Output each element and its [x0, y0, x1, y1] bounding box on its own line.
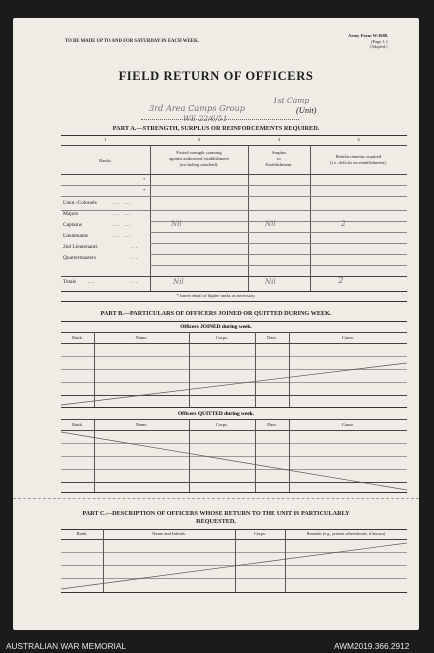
- part-a-heading: PART A.—STRENGTH, SURPLUS OR REINFORCEMENTS REQUIRED.: [112, 125, 320, 132]
- form-adopted: (Adopted.): [370, 44, 388, 49]
- joined-col-name: Name.: [135, 335, 148, 340]
- leader-dots: ... ...: [113, 211, 132, 217]
- quitted-section-end: [61, 492, 407, 493]
- reinf-header-1: Reinforcements required: [335, 154, 382, 159]
- joined-header-top-rule: [61, 332, 407, 333]
- form-sheet: [13, 18, 419, 630]
- leader-dots: ... ...: [113, 222, 132, 228]
- header-rule: [61, 174, 407, 175]
- rank-label-lt-col: Lieut.-Colonels: [63, 200, 97, 206]
- captains-reinforcements-entry: 2: [341, 219, 346, 228]
- totals-reinforcements-entry: 2: [338, 276, 344, 286]
- ranks-header: Ranks.: [99, 158, 112, 163]
- joined-col-rank: Rank.: [72, 335, 83, 340]
- joined-col-cause: Cause.: [341, 335, 355, 340]
- quitted-cancel-strike: [61, 430, 407, 492]
- row-rule: [150, 243, 407, 244]
- col-number-3: 3: [277, 137, 281, 142]
- totals-label: Totals: [63, 279, 77, 285]
- joined-title: Officers JOINED during week.: [180, 324, 252, 330]
- leader-dots: ...: [88, 279, 96, 285]
- part-a-rule-bottom: [61, 291, 407, 292]
- footer-credit: AUSTRALIAN WAR MEMORIAL: [6, 641, 127, 651]
- row-rule: [150, 265, 407, 266]
- header-instruction: TO BE MADE UP TO AND FOR SATURDAY IN EACH WEEK.: [65, 39, 199, 44]
- part-c-rule-top: [61, 529, 407, 530]
- form-number: Army Form W.3008.: [348, 33, 389, 38]
- totals-posted-entry: Nil: [173, 278, 184, 286]
- quitted-col-corps: Corps.: [215, 422, 229, 427]
- row-asterisk: *: [143, 177, 146, 182]
- quitted-col-rank: Rank.: [72, 422, 83, 427]
- posted-header-2: against authorised establishment: [169, 156, 229, 161]
- quitted-header-top-rule: [61, 419, 407, 420]
- col-number-rule: [61, 145, 407, 146]
- page-title: FIELD RETURN OF OFFICERS: [118, 69, 314, 83]
- part-b-heading: PART B.—PARTICULARS OF OFFICERS JOINED OR QUITTED DURING WEEK.: [100, 310, 332, 317]
- quitted-col-name: Name.: [135, 422, 148, 427]
- posted-header-3: (excluding attached).: [179, 162, 219, 167]
- form-page: (Page 1.): [371, 39, 388, 44]
- leader-dots: ... ...: [113, 200, 132, 206]
- part-c-rule-bottom: [61, 592, 407, 593]
- row-rule: [150, 221, 407, 222]
- col-number-1: 1: [104, 137, 107, 142]
- part-a-rule-top: [61, 135, 407, 136]
- totals-surplus-entry: Nil: [265, 278, 276, 286]
- captains-surplus-entry: Nil: [265, 220, 276, 228]
- unit-handwriting-1b: 1st Camp: [273, 96, 310, 105]
- reinf-header-2: (i.e. deficits on establishment).: [330, 160, 387, 165]
- part-a-footnote: * Insert detail of higher ranks as necessary.: [176, 293, 256, 298]
- rank-label-majors: Majors: [63, 211, 79, 217]
- unit-label: (Unit): [296, 106, 317, 115]
- joined-section-end: [61, 407, 407, 408]
- part-c-cancel-strike: [61, 539, 407, 592]
- part-c-heading-line-2: REQUESTED,: [196, 518, 236, 525]
- part-c-col-corps: Corps.: [253, 531, 267, 536]
- joined-col-date: Date.: [267, 335, 277, 340]
- surplus-header-1: Surplus: [271, 150, 287, 155]
- joined-cancel-strike: [61, 343, 407, 407]
- leader-dots: ...: [131, 255, 139, 261]
- posted-header-1: Posted strength counting: [176, 150, 222, 155]
- leader-dots: ... ...: [113, 233, 132, 239]
- row-rule: [61, 196, 407, 197]
- unit-handwriting-1: 3rd Area Camps Group: [149, 103, 245, 113]
- perforation-line: [13, 498, 419, 499]
- part-a-vline-2: [248, 145, 249, 291]
- joined-col-corps: Corps.: [215, 335, 229, 340]
- quitted-col-cause: Cause.: [341, 422, 355, 427]
- quitted-title: Officers QUITTED during week.: [177, 411, 255, 417]
- part-c-col-rank: Rank.: [76, 531, 88, 536]
- rank-label-lieutenants: Lieutenants: [63, 233, 89, 239]
- part-c-col-remarks: Remarks (e.g., present whereabouts, if known): [306, 531, 386, 536]
- unit-handwriting-2: WE 22/6/51: [183, 114, 228, 123]
- surplus-header-3: Establishment.: [265, 162, 293, 167]
- rank-label-quartermasters: Quartermasters: [63, 255, 96, 261]
- captains-posted-entry: Nil: [171, 220, 182, 228]
- quitted-col-date: Date.: [267, 422, 277, 427]
- row-asterisk: *: [143, 188, 146, 193]
- rank-label-captains: Captains: [63, 222, 82, 228]
- surplus-header-2: to: [277, 156, 281, 161]
- col-number-2: 2: [197, 137, 201, 142]
- part-a-footnote-rule: [61, 301, 407, 302]
- leader-dots: ...: [131, 244, 139, 250]
- part-a-vline-1: [150, 145, 151, 291]
- row-rule: [150, 232, 407, 233]
- footer-accession-number: AWM2019.366.2912: [334, 641, 410, 651]
- leader-dots: ...: [131, 279, 139, 285]
- part-b-rule-top: [61, 321, 407, 322]
- part-c-col-name: Name and Initials.: [152, 531, 186, 536]
- col-number-4: 4: [357, 137, 360, 142]
- row-rule: [150, 254, 407, 255]
- part-c-heading-line-1: PART C.—DESCRIPTION OF OFFICERS WHOSE RETURN TO THE UNIT IS PARTICULARLY: [82, 510, 350, 517]
- rank-label-2nd-lieutenants: 2nd Lieutenants: [63, 244, 98, 250]
- row-rule: [61, 185, 407, 186]
- part-a-vline-3: [310, 145, 311, 291]
- row-rule-before-totals: [61, 276, 407, 277]
